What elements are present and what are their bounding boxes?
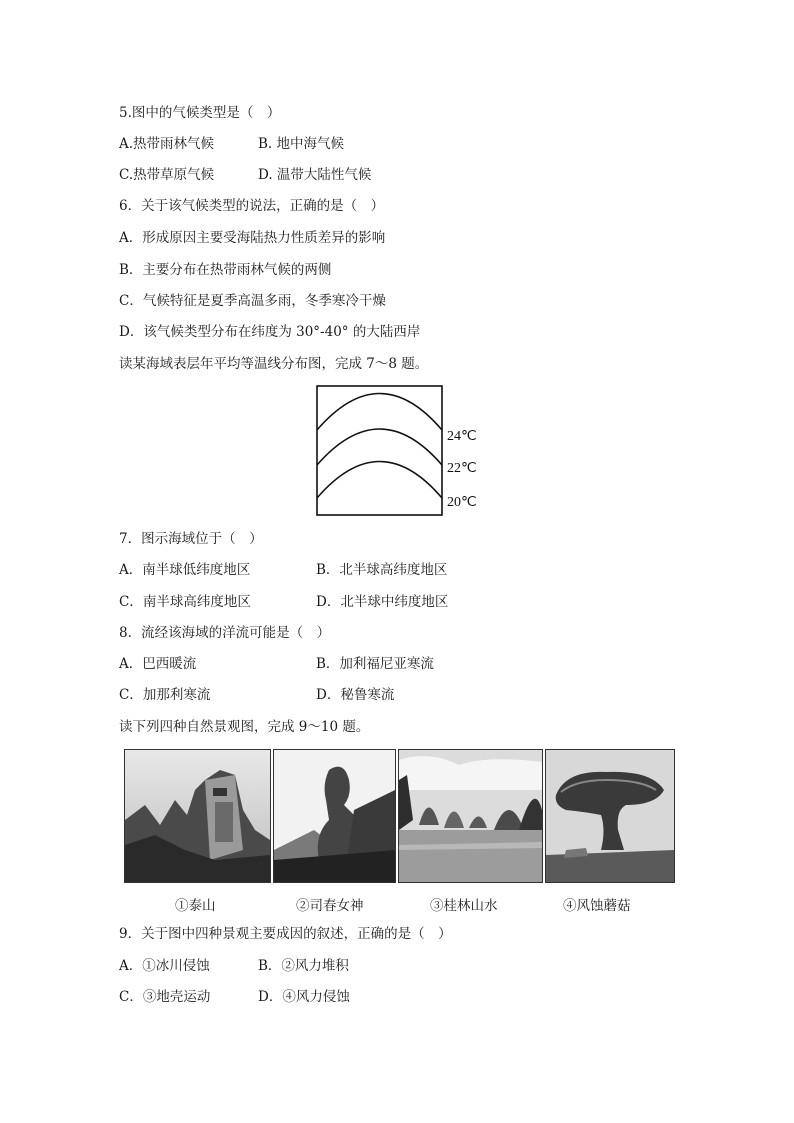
q8-option-a: A．巴西暖流 <box>119 656 197 672</box>
q5-option-d: D. 温带大陆性气候 <box>258 167 372 183</box>
caption-3: ③桂林山水 <box>430 898 498 914</box>
q7-option-c: C．南半球高纬度地区 <box>119 594 251 610</box>
q8-option-d: D．秘鲁寒流 <box>316 687 395 703</box>
photo-mushroom-rock <box>545 749 675 883</box>
q5-option-b: B. 地中海气候 <box>258 136 345 152</box>
label-20: 20℃ <box>447 495 477 510</box>
q9-option-b: B．②风力堆积 <box>258 958 349 974</box>
q6-option-c: C．气候特征是夏季高温多雨，冬季寒冷干燥 <box>119 293 386 309</box>
q7-option-b: B．北半球高纬度地区 <box>316 562 448 578</box>
caption-2: ②司春女神 <box>296 898 364 914</box>
label-22: 22℃ <box>447 461 477 476</box>
q9-stem: 9．关于图中四种景观主要成因的叙述，正确的是（ ） <box>119 926 452 942</box>
q6-option-d: D．该气候类型分布在纬度为 30°-40° 的大陆西岸 <box>119 324 421 340</box>
photo-taishan <box>124 749 271 883</box>
q5-option-c: C.热带草原气候 <box>119 167 215 183</box>
intro-9-10: 读下列四种自然景观图，完成 9～10 题。 <box>119 719 370 735</box>
label-24: 24℃ <box>447 429 477 444</box>
intro-7-8: 读某海域表层年平均等温线分布图，完成 7～8 题。 <box>119 356 429 372</box>
q6-option-a: A．形成原因主要受海陆热力性质差异的影响 <box>119 230 386 246</box>
q9-option-c: C．③地壳运动 <box>119 989 211 1005</box>
isotherm-diagram <box>316 385 481 517</box>
diagram-frame <box>317 386 442 515</box>
q8-option-b: B．加利福尼亚寒流 <box>316 656 434 672</box>
q9-option-a: A．①冰川侵蚀 <box>119 958 210 974</box>
q6-option-b: B．主要分布在热带雨林气候的两侧 <box>119 262 332 278</box>
q7-option-d: D．北半球中纬度地区 <box>316 594 449 610</box>
photo-guilin <box>398 749 543 883</box>
q8-stem: 8．流经该海域的洋流可能是（ ） <box>119 625 331 641</box>
photo-sichun-goddess <box>273 749 396 883</box>
q6-stem: 6．关于该气候类型的说法，正确的是（ ） <box>119 198 385 214</box>
q7-stem: 7．图示海域位于（ ） <box>119 531 263 547</box>
caption-1: ①泰山 <box>175 898 216 914</box>
q5-stem: 5.图中的气候类型是（ ） <box>119 105 281 121</box>
q7-option-a: A．南半球低纬度地区 <box>119 562 251 578</box>
q9-option-d: D．④风力侵蚀 <box>258 989 350 1005</box>
q5-option-a: A.热带雨林气候 <box>119 136 215 152</box>
q8-option-c: C．加那利寒流 <box>119 687 211 703</box>
caption-4: ④风蚀蘑菇 <box>563 898 631 914</box>
